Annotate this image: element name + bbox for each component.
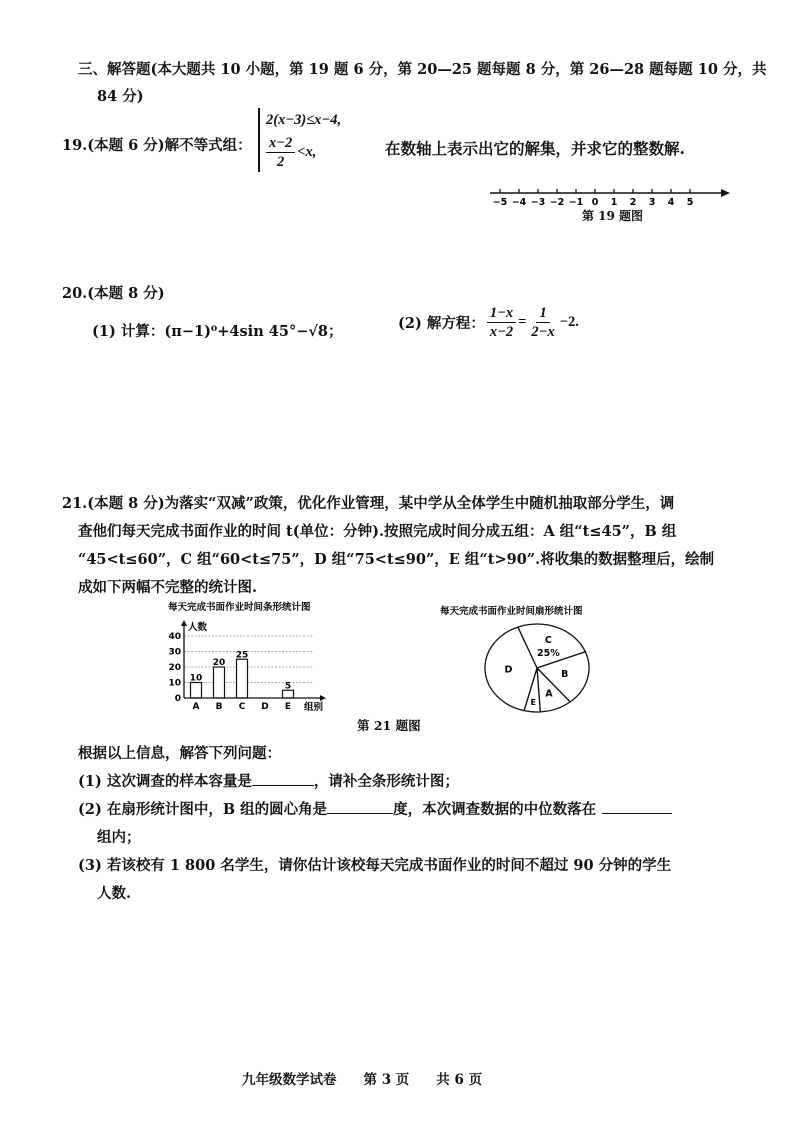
pie-slice-label: B: [561, 669, 569, 681]
q21-line4: 成如下两幅不完整的统计图.: [78, 579, 258, 596]
bar-E: [283, 690, 294, 698]
q21-sub1: [78, 770, 459, 791]
pie-slice-label: C: [544, 634, 552, 646]
q20-rhs-num: 1: [536, 304, 549, 323]
x-axis-label: 组别: [304, 702, 324, 713]
q21-sub3: (3) 若该校有 1 800 名学生，请你估计该校每天完成书面作业的时间不超过 90 分钟的学生: [78, 857, 672, 874]
bar-data-label: 5: [284, 681, 292, 692]
pie-chart: [432, 602, 652, 720]
q21-sub3-cont: 人数.: [97, 885, 132, 902]
q21-sub1-a: (1) 这次调查的样本容量是: [78, 773, 252, 790]
x-tick-label: A: [192, 702, 200, 712]
y-tick-label: 40: [168, 632, 181, 642]
x-tick-label: E: [284, 702, 292, 712]
number-line-tick-label: 4: [667, 197, 675, 208]
y-tick-label: 30: [168, 647, 181, 658]
bar-C: [237, 659, 248, 698]
y-tick-label: 0: [174, 694, 181, 704]
pie-chart-title: 每天完成书面作业时间扇形统计图: [440, 606, 583, 617]
pie-data-label: 25%: [536, 647, 560, 659]
q20-rhs-den: 2−x: [531, 324, 555, 340]
q20-lhs-den: x−2: [489, 324, 514, 340]
q21-sub2-b: 度，本次调查数据的中位数落在: [393, 801, 597, 818]
number-line-tick-label: 3: [648, 197, 656, 208]
q19-frac-num: x−2: [266, 134, 295, 153]
bar-chart: [160, 598, 360, 718]
y-axis-arrow: [181, 620, 187, 626]
number-line-tick-label: 2: [629, 197, 637, 208]
bar-chart-bars: [190, 650, 294, 698]
q20-part1: (1) 计算：(π−1)⁰+4sin 45°−√8；: [92, 323, 343, 340]
x-tick-label: B: [215, 702, 223, 712]
q19-label: 19.(本题 6 分)解不等式组：: [62, 137, 252, 154]
q19-inequality-system: [258, 108, 388, 174]
answer-blank-median-group[interactable]: [602, 799, 672, 814]
number-line-tick-label: 1: [610, 197, 618, 208]
q20-rhs-rest: −2.: [559, 314, 579, 330]
q20-part2-prefix: (2) 解方程：: [398, 315, 485, 332]
bar-data-label: 10: [189, 673, 203, 684]
q19-figure-caption: 第 19 题图: [582, 209, 644, 223]
pie-slice-label: D: [504, 664, 513, 676]
bar-chart-axes: [181, 620, 326, 713]
number-line-tick-label: −1: [568, 197, 584, 208]
q21-line3: “45<t≤60”，C 组“60<t≤75”，D 组“75<t≤90”，E 组“t>90”.将收集的数据整理后，绘制: [78, 551, 715, 568]
q19-inequality-2: [264, 134, 316, 171]
y-tick-label: 20: [168, 663, 181, 673]
answer-blank-sample-size[interactable]: [252, 771, 314, 786]
pie-slice-label: A: [545, 688, 553, 700]
number-line-tick-label: −2: [549, 197, 565, 208]
x-axis-arrow: [320, 695, 326, 701]
x-tick-label: C: [238, 702, 246, 712]
bar-B: [214, 667, 225, 698]
q20-label: 20.(本题 8 分): [62, 285, 165, 302]
q21-line1: 21.(本题 8 分)为落实“双减”政策，优化作业管理，某中学从全体学生中随机抽取部分学生，调: [62, 495, 675, 512]
section-heading: 三、解答题(本大题共 10 小题，第 19 题 6 分，第 20—25 题每题 8 分，第 26—28 题每题 10 分，共: [78, 61, 767, 78]
number-line-ticks: [493, 189, 694, 208]
q19-inequality-1: 2(x−3)≤x−4,: [266, 112, 342, 128]
pie-slice-label: E: [530, 698, 536, 708]
answer-blank-central-angle[interactable]: [327, 799, 393, 814]
number-line-tick-label: −3: [530, 197, 546, 208]
page-footer: 九年级数学试卷 第 3 页 共 6 页: [242, 1072, 483, 1088]
x-tick-label: D: [261, 702, 269, 712]
q21-sub2-a: (2) 在扇形统计图中，B 组的圆心角是: [78, 801, 328, 818]
bar-data-label: 20: [212, 658, 226, 668]
q21-sub2-cont: 组内；: [97, 829, 141, 846]
number-line-tick-label: 0: [591, 197, 599, 208]
q21-sub2: [78, 798, 672, 819]
bar-chart-title: 每天完成书面作业时间条形统计图: [168, 602, 311, 613]
q21-line2: 查他们每天完成书面作业的时间 t(单位：分钟).按照完成时间分成五组：A 组“t≤45”，B 组: [78, 523, 677, 540]
number-line-tick-label: −4: [511, 197, 527, 208]
bar-A: [191, 683, 202, 699]
q20-part2: [398, 304, 579, 341]
y-tick-label: 10: [168, 678, 181, 689]
q21-figure-caption: 第 21 题图: [357, 718, 421, 733]
q21-intro: 根据以上信息，解答下列问题：: [78, 745, 281, 762]
q20-eq: =: [518, 314, 527, 330]
q20-lhs-num: 1−x: [487, 304, 516, 323]
section-heading-cont: 84 分): [97, 88, 144, 105]
q21-sub1-b: ，请补全条形统计图；: [313, 773, 459, 790]
number-line-tick-label: 5: [686, 197, 694, 208]
bar-data-label: 25: [235, 650, 249, 661]
q19-frac-den: 2: [277, 154, 285, 170]
pie-chart-slices: [485, 624, 589, 712]
number-line-tick-label: −5: [492, 197, 508, 208]
q19-instruction: 在数轴上表示出它的解集，并求它的整数解.: [385, 139, 685, 158]
q19-ineq2-rest: <x,: [297, 144, 317, 160]
y-axis-label: 人数: [188, 622, 208, 633]
